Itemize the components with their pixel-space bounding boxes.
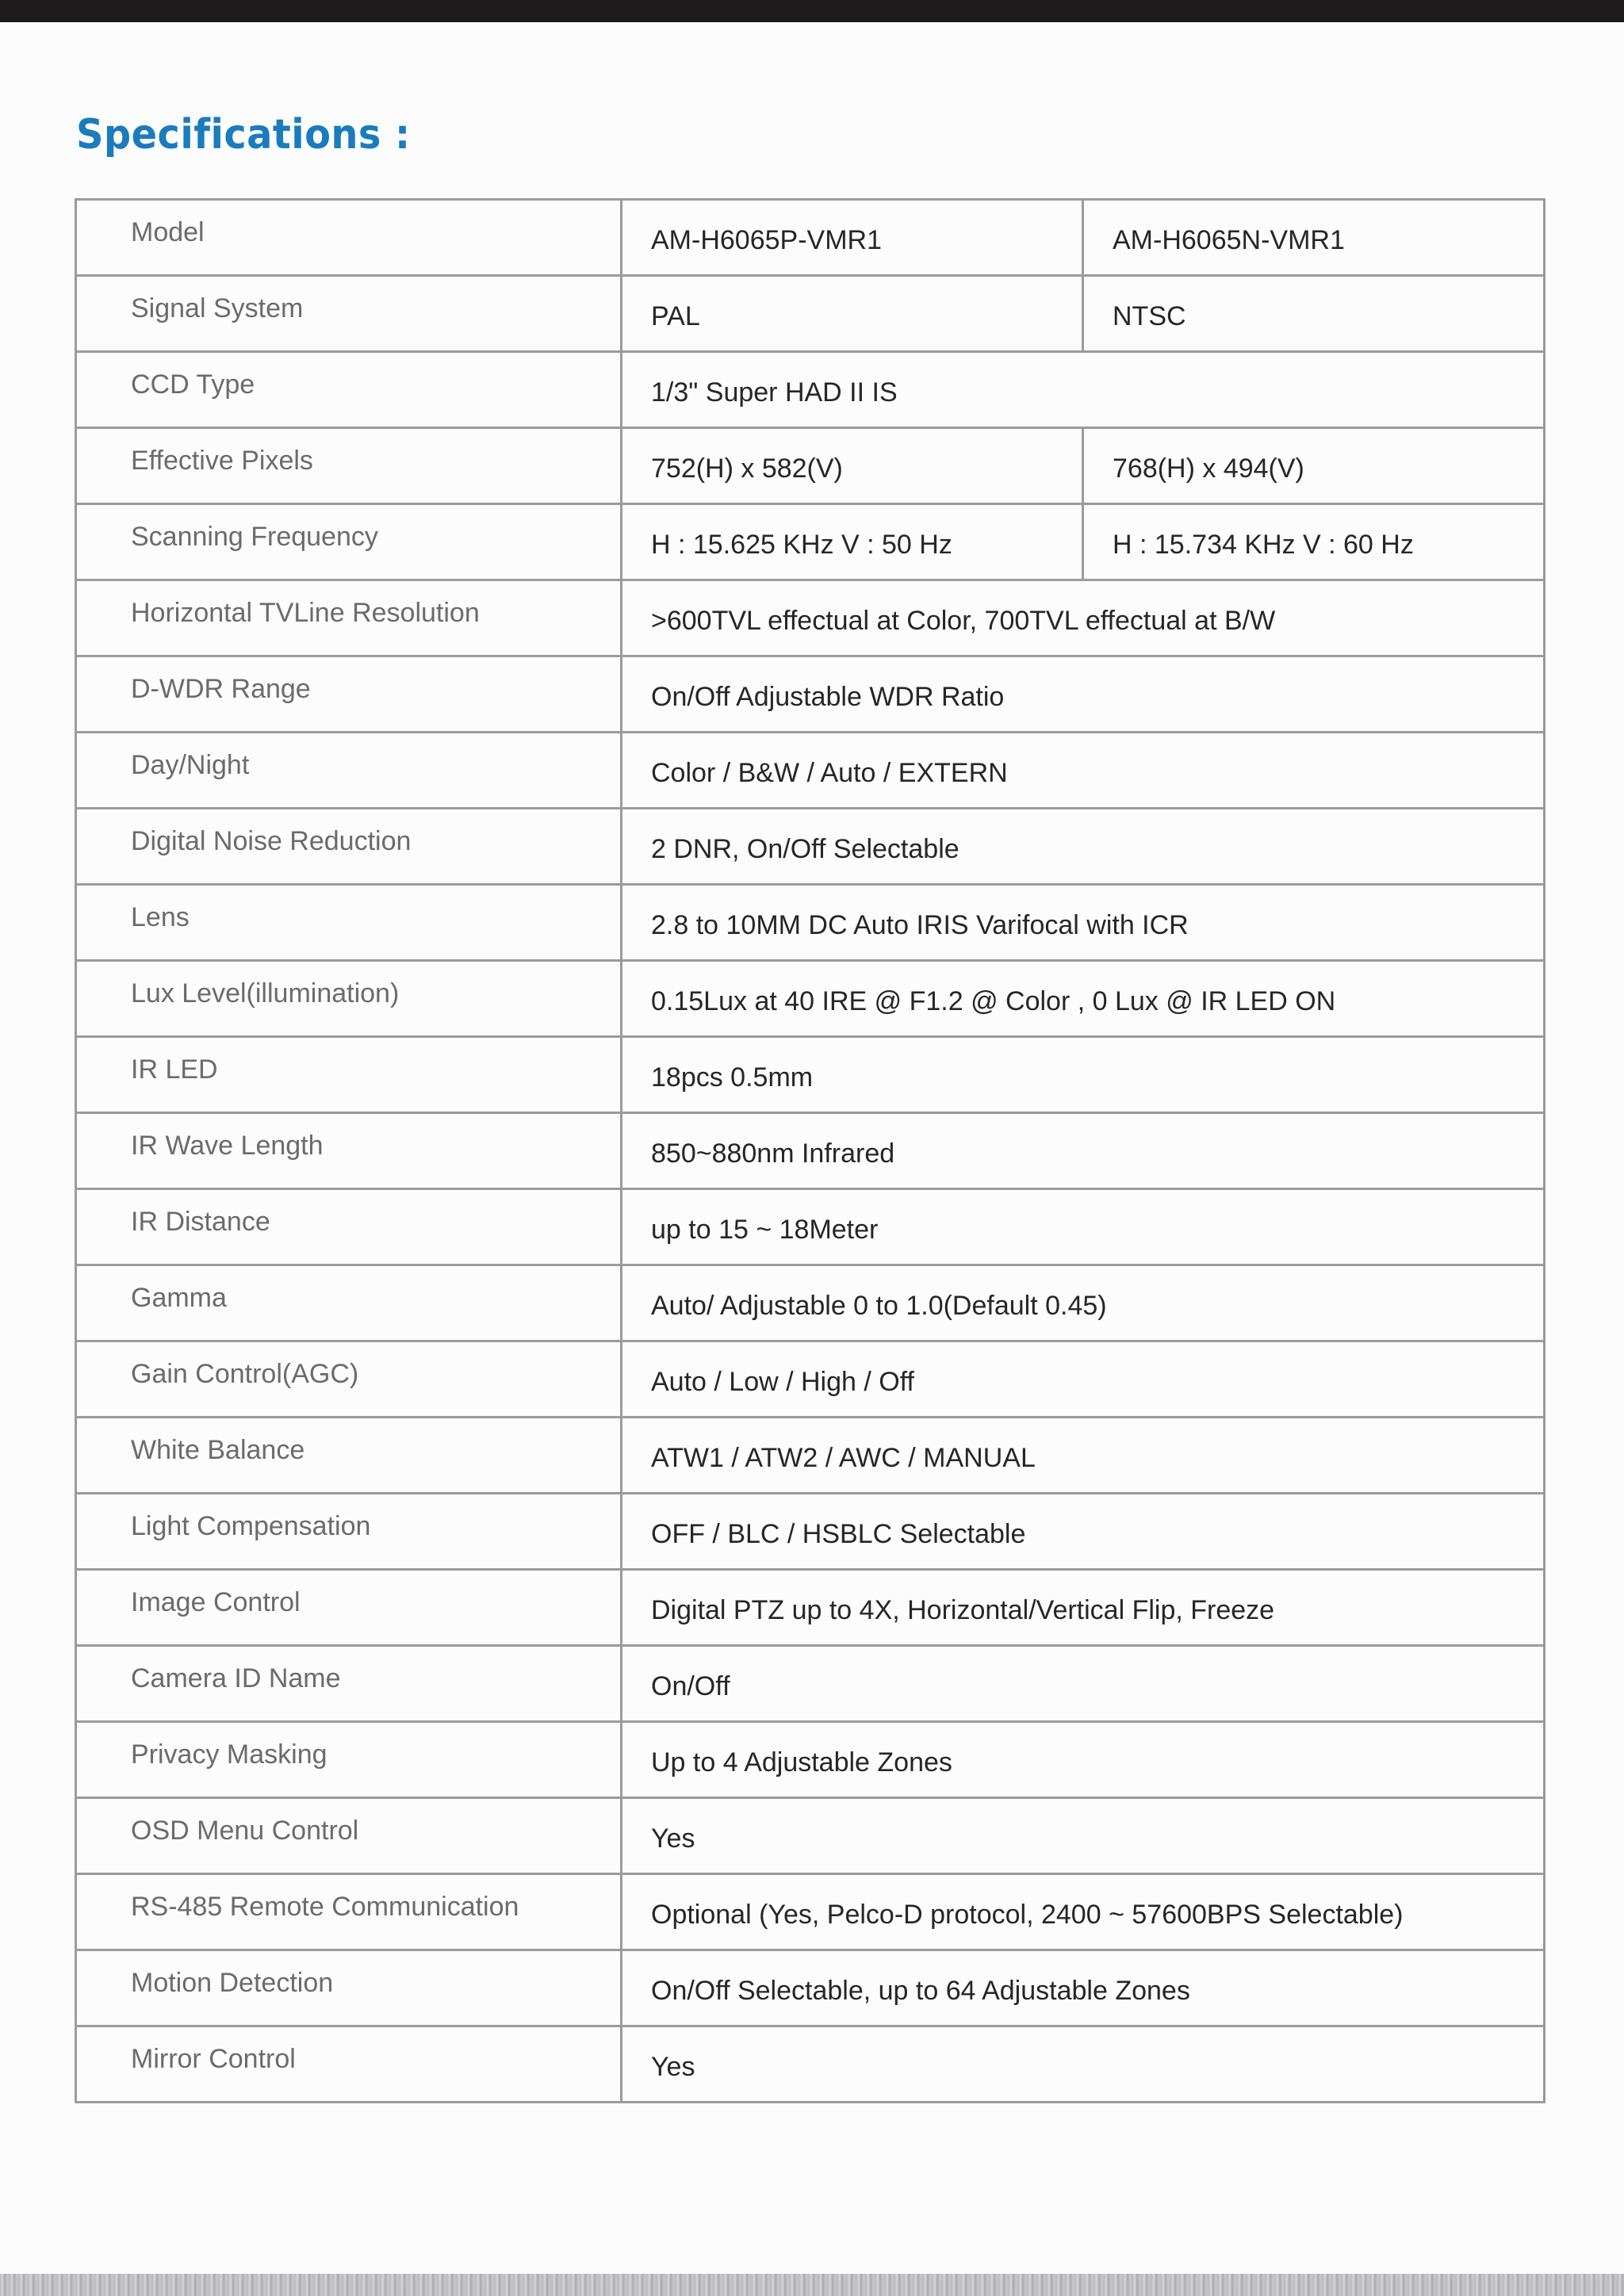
- spec-row: [76, 961, 1545, 1037]
- spec-label: Scanning Frequency: [76, 504, 622, 580]
- spec-label: Lux Level(illumination): [76, 961, 622, 1037]
- spec-value: On/Off: [622, 1646, 1545, 1722]
- specifications-table-body: [76, 200, 1545, 2103]
- spec-label: Gain Control(AGC): [76, 1341, 622, 1418]
- spec-value: On/Off Selectable, up to 64 Adjustable Zones: [622, 1950, 1545, 2026]
- spec-value: OFF / BLC / HSBLC Selectable: [622, 1494, 1545, 1570]
- spec-value: Yes: [622, 1798, 1545, 1874]
- spec-label: D-WDR Range: [76, 656, 622, 733]
- spec-label: White Balance: [76, 1418, 622, 1494]
- spec-label: Privacy Masking: [76, 1722, 622, 1798]
- spec-label: Signal System: [76, 276, 622, 352]
- spec-row: [76, 276, 1545, 352]
- spec-label: IR Distance: [76, 1189, 622, 1265]
- spec-row: [76, 352, 1545, 428]
- spec-value-ntsc: AM-H6065N-VMR1: [1083, 200, 1545, 276]
- spec-row: [76, 1874, 1545, 1950]
- spec-value: Auto / Low / High / Off: [622, 1341, 1545, 1418]
- spec-row: [76, 1341, 1545, 1418]
- spec-label: Day/Night: [76, 733, 622, 809]
- spec-row: [76, 1646, 1545, 1722]
- spec-value-pal: H : 15.625 KHz V : 50 Hz: [622, 504, 1083, 580]
- specifications-table: [75, 198, 1545, 2103]
- spec-row: [76, 2026, 1545, 2103]
- spec-value-ntsc: 768(H) x 494(V): [1083, 428, 1545, 504]
- spec-value: 0.15Lux at 40 IRE @ F1.2 @ Color , 0 Lux @ IR LED ON: [622, 961, 1545, 1037]
- spec-row: [76, 1570, 1545, 1646]
- spec-row: [76, 656, 1545, 733]
- spec-value: Digital PTZ up to 4X, Horizontal/Vertical Flip, Freeze: [622, 1570, 1545, 1646]
- spec-row: [76, 733, 1545, 809]
- spec-value: Optional (Yes, Pelco-D protocol, 2400 ~ 57600BPS Selectable): [622, 1874, 1545, 1950]
- spec-row: [76, 200, 1545, 276]
- spec-value-pal: AM-H6065P-VMR1: [622, 200, 1083, 276]
- spec-label: Gamma: [76, 1265, 622, 1341]
- spec-value: 850~880nm Infrared: [622, 1113, 1545, 1189]
- spec-row: [76, 1722, 1545, 1798]
- spec-row: [76, 428, 1545, 504]
- spec-row: [76, 1265, 1545, 1341]
- top-border-bar: [0, 0, 1624, 22]
- spec-row: [76, 1113, 1545, 1189]
- spec-value-pal: PAL: [622, 276, 1083, 352]
- spec-label: Horizontal TVLine Resolution: [76, 580, 622, 656]
- spec-value: ATW1 / ATW2 / AWC / MANUAL: [622, 1418, 1545, 1494]
- spec-row: [76, 1189, 1545, 1265]
- spec-value: 18pcs 0.5mm: [622, 1037, 1545, 1113]
- bottom-border-bar: [0, 2274, 1624, 2296]
- spec-label: Effective Pixels: [76, 428, 622, 504]
- spec-row: [76, 885, 1545, 961]
- spec-row: [76, 809, 1545, 885]
- spec-label: IR Wave Length: [76, 1113, 622, 1189]
- spec-value-pal: 752(H) x 582(V): [622, 428, 1083, 504]
- spec-value-ntsc: NTSC: [1083, 276, 1545, 352]
- spec-row: [76, 1037, 1545, 1113]
- spec-row: [76, 1950, 1545, 2026]
- spec-label: Light Compensation: [76, 1494, 622, 1570]
- spec-label: Image Control: [76, 1570, 622, 1646]
- spec-row: [76, 504, 1545, 580]
- spec-label: Camera ID Name: [76, 1646, 622, 1722]
- page-title: Specifications :: [76, 111, 411, 159]
- spec-value: On/Off Adjustable WDR Ratio: [622, 656, 1545, 733]
- spec-value: Up to 4 Adjustable Zones: [622, 1722, 1545, 1798]
- spec-value: Yes: [622, 2026, 1545, 2103]
- spec-value: up to 15 ~ 18Meter: [622, 1189, 1545, 1265]
- spec-value: 2.8 to 10MM DC Auto IRIS Varifocal with ICR: [622, 885, 1545, 961]
- spec-label: RS-485 Remote Communication: [76, 1874, 622, 1950]
- spec-label: Motion Detection: [76, 1950, 622, 2026]
- spec-label: Model: [76, 200, 622, 276]
- spec-label: Digital Noise Reduction: [76, 809, 622, 885]
- spec-label: IR LED: [76, 1037, 622, 1113]
- spec-row: [76, 1798, 1545, 1874]
- spec-value: Color / B&W / Auto / EXTERN: [622, 733, 1545, 809]
- spec-row: [76, 1418, 1545, 1494]
- spec-label: OSD Menu Control: [76, 1798, 622, 1874]
- spec-label: Mirror Control: [76, 2026, 622, 2103]
- spec-row: [76, 1494, 1545, 1570]
- spec-value: 2 DNR, On/Off Selectable: [622, 809, 1545, 885]
- spec-value: Auto/ Adjustable 0 to 1.0(Default 0.45): [622, 1265, 1545, 1341]
- spec-value: >600TVL effectual at Color, 700TVL effectual at B/W: [622, 580, 1545, 656]
- spec-value-ntsc: H : 15.734 KHz V : 60 Hz: [1083, 504, 1545, 580]
- spec-value: 1/3" Super HAD II IS: [622, 352, 1545, 428]
- spec-label: Lens: [76, 885, 622, 961]
- spec-row: [76, 580, 1545, 656]
- spec-label: CCD Type: [76, 352, 622, 428]
